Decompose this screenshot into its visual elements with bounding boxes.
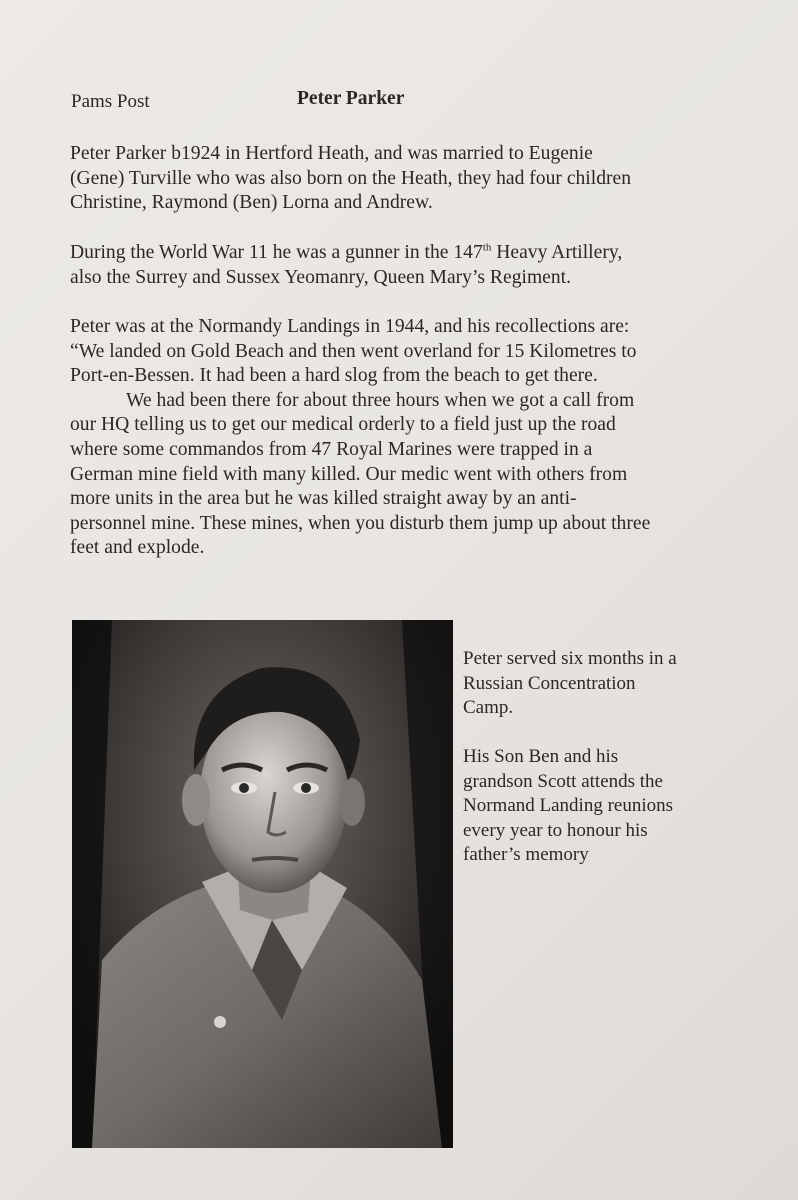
war-line: also the Surrey and Sussex Yeomanry, Queen Mary’s Regiment. bbox=[70, 266, 572, 288]
ordinal-suffix: th bbox=[482, 241, 492, 254]
intro-line: Christine, Raymond (Ben) Lorna and Andrew. bbox=[70, 192, 433, 214]
side-line: His Son Ben and his bbox=[463, 746, 619, 767]
intro-line: (Gene) Turville who was also born on the Heath, they had four children bbox=[70, 167, 632, 189]
normandy-line: We had been there for about three hours when we got a call from bbox=[126, 389, 635, 411]
side-line: Peter served six months in a bbox=[463, 648, 677, 669]
normandy-line: where some commandos from 47 Royal Marines were trapped in a bbox=[70, 438, 593, 460]
normandy-line: Peter was at the Normandy Landings in 1944, and his recollections are: bbox=[70, 316, 630, 337]
side-line: Camp. bbox=[463, 697, 514, 719]
war-text: Heavy Artillery, bbox=[491, 242, 623, 263]
header-label: Pams Post bbox=[71, 91, 150, 112]
portrait-photo bbox=[72, 620, 453, 1148]
side-note-reunions bbox=[463, 745, 763, 868]
normandy-line: “We landed on Gold Beach and then went overland for 15 Kilometres to bbox=[70, 340, 637, 362]
normandy-line: more units in the area but he was killed straight away by an anti- bbox=[70, 488, 577, 510]
intro-paragraph bbox=[70, 142, 760, 216]
side-line: grandson Scott attends the bbox=[463, 770, 663, 792]
war-text: During the World War 11 he was a gunner in the 147 bbox=[70, 242, 483, 263]
war-line bbox=[70, 241, 760, 266]
page-title: Peter Parker bbox=[297, 88, 405, 109]
side-note-camp bbox=[463, 647, 763, 721]
portrait-illustration bbox=[72, 620, 453, 1148]
normandy-line: our HQ telling us to get our medical orderly to a field just up the road bbox=[70, 414, 616, 436]
side-line: father’s memory bbox=[463, 844, 589, 866]
intro-line: Peter Parker b1924 in Hertford Heath, and was married to Eugenie bbox=[70, 143, 593, 164]
side-line: every year to honour his bbox=[463, 819, 648, 841]
normandy-line: German mine field with many killed. Our medic went with others from bbox=[70, 463, 628, 485]
normandy-line: feet and explode. bbox=[70, 537, 205, 559]
normandy-line: Port-en-Bessen. It had been a hard slog from the beach to get there. bbox=[70, 365, 598, 387]
side-line: Russian Concentration bbox=[463, 672, 636, 694]
side-line: Normand Landing reunions bbox=[463, 795, 674, 817]
normandy-line: personnel mine. These mines, when you disturb them jump up about three bbox=[70, 512, 651, 534]
normandy-paragraph bbox=[70, 315, 760, 561]
war-paragraph bbox=[70, 241, 760, 290]
